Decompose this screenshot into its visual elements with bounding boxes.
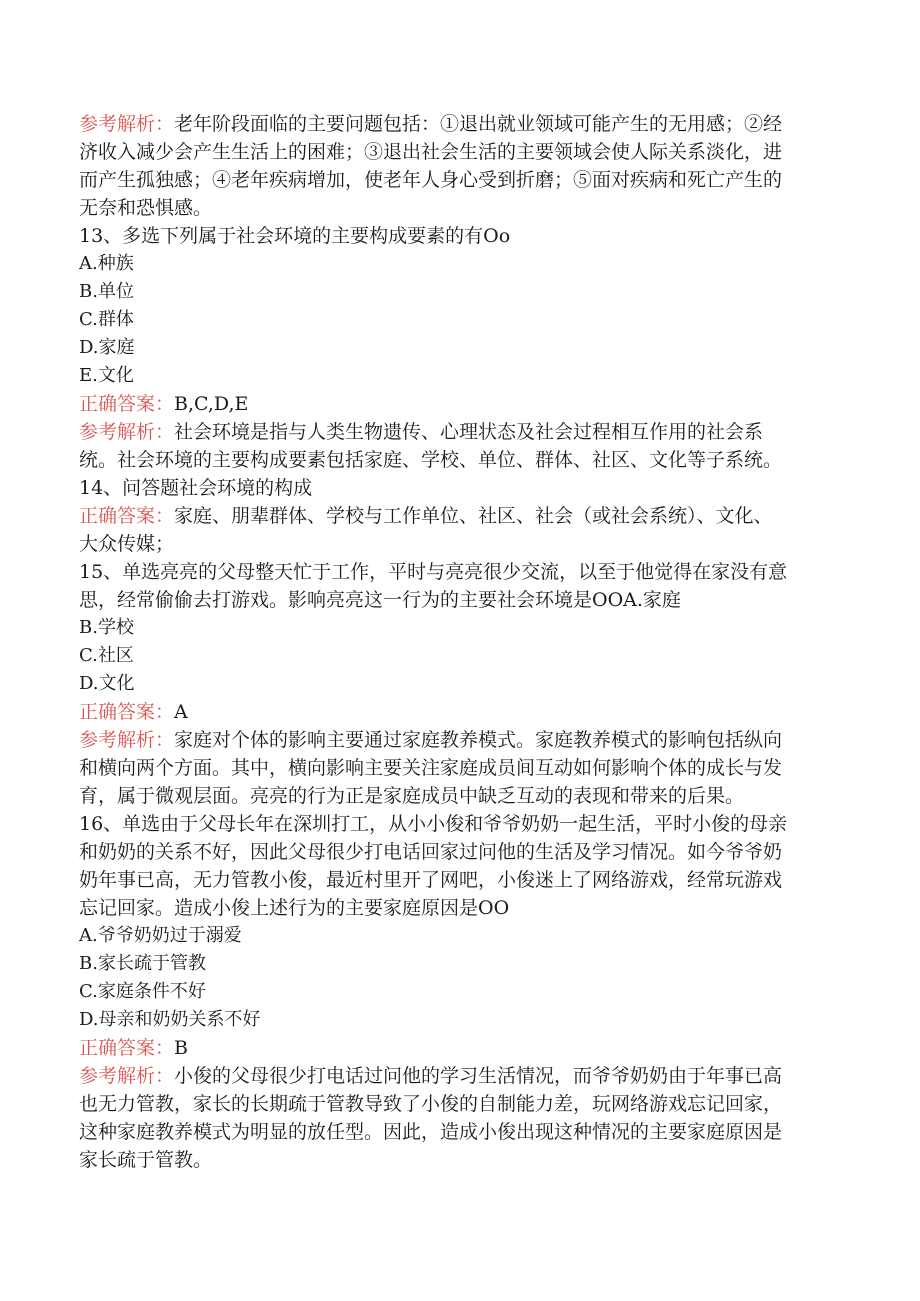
answer-line	[79, 390, 829, 418]
answer-value: B	[174, 1037, 188, 1059]
option-c: C.群体	[79, 309, 134, 330]
analysis-line: 无奈和恐惧感。	[79, 197, 213, 219]
option-b: B.单位	[79, 281, 134, 302]
analysis-line: 育，属于微观层面。亮亮的行为正是家庭成员中缺乏互动的表现和带来的后果。	[79, 785, 745, 807]
answer-value: A	[174, 701, 188, 723]
analysis-line: 和横向两个方面。其中，横向影响主要关注家庭成员间互动如何影响个体的成长与发	[79, 757, 783, 779]
analysis-text: 家庭对个体的影响主要通过家庭教养模式。家庭教养模式的影响包括纵向	[174, 729, 783, 751]
option-d: D.家庭	[79, 337, 135, 358]
question-16-cont: 忘记回家。造成小俊上述行为的主要家庭原因是OO	[79, 897, 510, 919]
analysis-line: 济收入减少会产生生活上的困难；③退出社会生活的主要领域会使人际关系淡化，进	[79, 141, 783, 163]
analysis-text: 老年阶段面临的主要问题包括：①退出就业领域可能产生的无用感；②经	[174, 113, 783, 135]
answer-label: 正确答案：	[79, 701, 175, 723]
question-15-cont: 思，经常偷偷去打游戏。影响亮亮这一行为的主要社会环境是OOA.家庭	[79, 589, 681, 611]
question-13: 13、多选下列属于社会环境的主要构成要素的有Oo	[79, 225, 511, 247]
option-d: D.文化	[79, 673, 135, 694]
question-16: 16、单选由于父母长年在深圳打工，从小小俊和爷爷奶奶一起生活，平时小俊的母亲	[79, 813, 788, 835]
analysis-line: 而产生孤独感；④老年疾病增加，使老年人身心受到折磨；⑤面对疾病和死亡产生的	[79, 169, 783, 191]
analysis-line	[79, 1062, 829, 1090]
answer-line	[79, 698, 829, 726]
option-d: D.母亲和奶奶关系不好	[79, 1009, 261, 1030]
question-14: 14、问答题社会环境的构成	[79, 477, 313, 499]
answer-line: 大众传媒；	[79, 533, 175, 555]
analysis-label: 参考解析：	[79, 113, 175, 135]
question-15: 15、单选亮亮的父母整天忙于工作，平时与亮亮很少交流，以至于他觉得在家没有意	[79, 561, 788, 583]
option-c: C.社区	[79, 645, 134, 666]
analysis-line: 统。社会环境的主要构成要素包括家庭、学校、单位、群体、社区、文化等子系统。	[79, 449, 783, 471]
analysis-line	[79, 418, 829, 446]
analysis-text: 社会环境是指与人类生物遗传、心理状态及社会过程相互作用的社会系	[174, 421, 764, 443]
analysis-line: 家长疏于管教。	[79, 1149, 213, 1171]
option-b: B.学校	[79, 617, 134, 638]
analysis-line	[79, 726, 829, 754]
document-page	[79, 110, 829, 1174]
question-16-cont: 奶年事已高，无力管教小俊，最近村里开了网吧，小俊迷上了网络游戏，经常玩游戏	[79, 869, 783, 891]
analysis-line: 也无力管教，家长的长期疏于管教导致了小俊的自制能力差，玩网络游戏忘记回家，	[79, 1093, 783, 1115]
option-a: A.种族	[79, 253, 134, 274]
analysis-label: 参考解析：	[79, 421, 175, 443]
answer-line	[79, 502, 829, 530]
analysis-text: 小俊的父母很少打电话过问他的学习生活情况，而爷爷奶奶由于年事已高	[174, 1065, 783, 1087]
answer-value: 家庭、朋辈群体、学校与工作单位、社区、社会（或社会系统）、文化、	[174, 505, 773, 527]
analysis-line: 这种家庭教养模式为明显的放任型。因此，造成小俊出现这种情况的主要家庭原因是	[79, 1121, 783, 1143]
analysis-label: 参考解析：	[79, 729, 175, 751]
answer-label: 正确答案：	[79, 393, 175, 415]
analysis-label: 参考解析：	[79, 1065, 175, 1087]
option-e: E.文化	[79, 365, 134, 386]
analysis-line	[79, 110, 829, 138]
answer-line	[79, 1034, 829, 1062]
option-b: B.家长疏于管教	[79, 953, 206, 974]
option-a: A.爷爷奶奶过于溺爱	[79, 925, 242, 946]
question-16-cont: 和奶奶的关系不好，因此父母很少打电话回家过问他的生活及学习情况。如今爷爷奶	[79, 841, 783, 863]
answer-label: 正确答案：	[79, 1037, 175, 1059]
answer-value: B,C,D,E	[174, 393, 249, 415]
option-c: C.家庭条件不好	[79, 981, 206, 1002]
answer-label: 正确答案：	[79, 505, 175, 527]
